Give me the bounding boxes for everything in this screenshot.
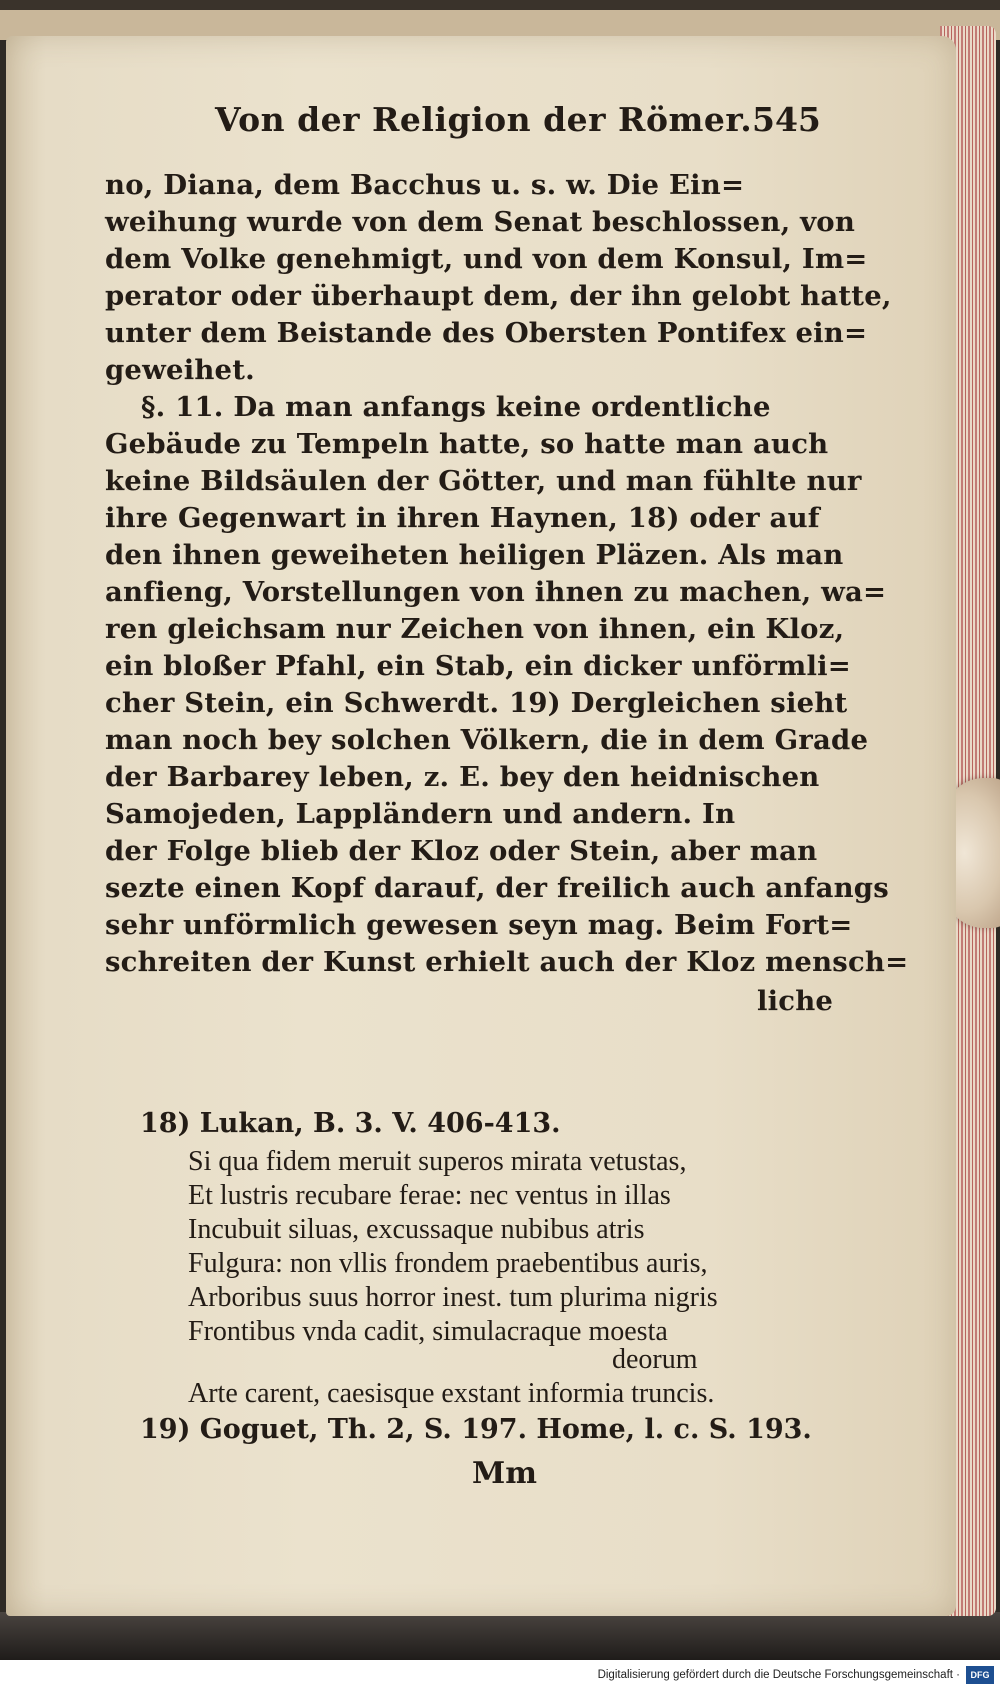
footnote-19: 19) Goguet, Th. 2, S. 197. Home, l. c. S. 193. [140, 1414, 812, 1445]
body-line: ein bloßer Pfahl, ein Stab, ein dicker unförmli= [105, 650, 851, 682]
body-line: Samojeden, Lappländern und andern. In [105, 798, 736, 830]
body-line: ren gleichsam nur Zeichen von ihnen, ein Kloz, [105, 613, 845, 645]
body-line: unter dem Beistande des Obersten Pontifex ein= [105, 317, 868, 349]
body-line: keine Bildsäulen der Götter, und man fühlte nur [105, 465, 862, 497]
running-head: Von der Religion der Römer. [215, 100, 753, 139]
body-text [105, 169, 909, 1072]
body-line: den ihnen geweiheten heiligen Pläzen. Als man [105, 539, 844, 571]
verse-line: Et lustris recubare ferae: nec ventus in illas [188, 1180, 671, 1211]
body-line: Gebäude zu Tempeln hatte, so hatte man auch [105, 428, 829, 460]
footer-bar [0, 1660, 1000, 1692]
body-line: ihre Gegenwart in ihren Haynen, 18) oder auf [105, 502, 820, 534]
body-line: perator oder überhaupt dem, der ihn gelobt hatte, [105, 280, 892, 312]
body-line: no, Diana, dem Bacchus u. s. w. Die Ein= [105, 169, 745, 201]
body-line: sehr unförmlich gewesen seyn mag. Beim Fort= [105, 909, 853, 941]
body-line: der Folge blieb der Kloz oder Stein, aber man [105, 835, 818, 867]
verse-line: Arboribus suus horror inest. tum plurima nigris [188, 1282, 718, 1313]
body-line: cher Stein, ein Schwerdt. 19) Dergleichen sieht [105, 687, 848, 719]
verse-line: Fulgura: non vllis frondem praebentibus auris, [188, 1248, 708, 1279]
body-line: anfieng, Vorstellungen von ihnen zu machen, wa= [105, 576, 887, 608]
verse-line: deorum [612, 1344, 698, 1375]
body-line: dem Volke genehmigt, und von dem Konsul, Im= [105, 243, 868, 275]
body-line: geweihet. [105, 354, 255, 386]
footer-credit: Digitalisierung gefördert durch die Deutsche Forschungsgemeinschaft · [597, 1669, 960, 1681]
verse-line: Arte carent, caesisque exstant informia truncis. [188, 1378, 715, 1409]
catchword: liche [757, 985, 834, 1017]
footnotes [140, 1110, 840, 1490]
body-line: sezte einen Kopf darauf, der freilich auch anfangs [105, 872, 889, 904]
body-line: der Barbarey leben, z. E. bey den heidnischen [105, 761, 820, 793]
body-line: weihung wurde von dem Senat beschlossen, von [105, 206, 856, 238]
verse-line: Si qua fidem meruit superos mirata vetustas, [188, 1146, 687, 1177]
verse-line: Incubuit siluas, excussaque nubibus atris [188, 1214, 645, 1245]
footnote-18-ref: 18) Lukan, B. 3. V. 406-413. [140, 1108, 561, 1139]
page-number: 545 [752, 100, 821, 139]
body-line: schreiten der Kunst erhielt auch der Kloz mensch= [105, 946, 909, 978]
signature-mark: Mm [472, 1456, 537, 1491]
body-line: §. 11. Da man anfangs keine ordentliche [141, 391, 771, 423]
verse-line: Frontibus vnda cadit, simulacraque moesta [188, 1316, 668, 1347]
dfg-logo: DFG [966, 1666, 994, 1684]
body-line: man noch bey solchen Völkern, die in dem Grade [105, 724, 869, 756]
